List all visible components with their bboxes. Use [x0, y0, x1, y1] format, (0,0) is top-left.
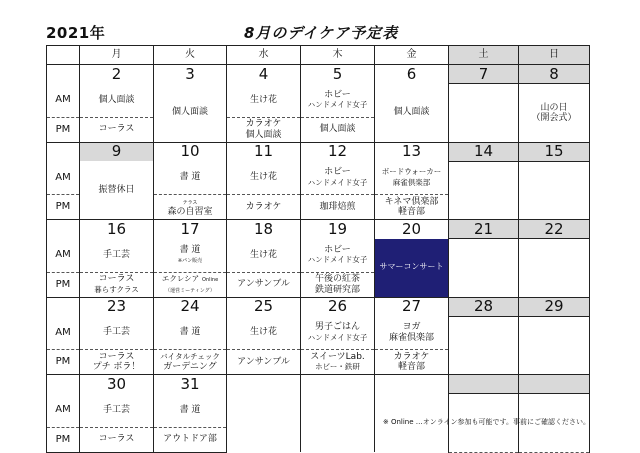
weekday-header-row — [47, 46, 590, 65]
event-cell — [301, 350, 375, 375]
special-event-cell: サマーコンサート — [375, 239, 449, 298]
event-text: カラオケ — [245, 119, 282, 130]
event-cell-sat — [449, 239, 519, 298]
event-subtext: （運営ミーティング） — [165, 287, 215, 294]
week2-am-row — [47, 161, 590, 195]
event-cell: 個人面談 — [80, 84, 154, 118]
am-label: AM — [47, 161, 80, 195]
event-cell: 振替休日 — [80, 161, 154, 220]
event-cell — [301, 239, 375, 273]
weekday-thu: 木 — [301, 46, 375, 65]
week2-label-spacer — [47, 142, 80, 161]
event-cell: 手工芸 — [80, 239, 154, 273]
date-cell: 2 — [80, 65, 154, 84]
am-label: AM — [47, 394, 80, 428]
week3-label-spacer — [47, 220, 80, 239]
online-note: Online — [202, 277, 219, 284]
event-cell: 個人面談 — [301, 117, 375, 142]
event-text: コーラス — [98, 274, 135, 285]
event-text: ホビー — [324, 167, 351, 178]
week5-date-row — [47, 375, 590, 394]
event-text: エクレシア — [161, 274, 200, 284]
page-title: 8月のデイケア予定表 — [244, 24, 399, 42]
weekday-sun: 日 — [519, 46, 590, 65]
empty-date-cell-sun — [519, 375, 590, 394]
date-cell-sat: 21 — [449, 220, 519, 239]
holiday-name: 山の日 — [540, 102, 568, 113]
weekday-sat: 土 — [449, 46, 519, 65]
event-cell — [80, 350, 154, 375]
event-cell: 手工芸 — [80, 394, 154, 428]
event-cell — [301, 272, 375, 297]
weekday-tue: 火 — [154, 46, 227, 65]
event-cell — [375, 350, 449, 375]
pm-label: PM — [47, 117, 80, 142]
pm-label: PM — [47, 272, 80, 297]
week4-label-spacer — [47, 297, 80, 316]
event-text: カラオケ — [393, 351, 430, 362]
event-text: コーラス — [98, 351, 135, 362]
weekday-wed: 水 — [227, 46, 301, 65]
week5-label-spacer — [47, 375, 80, 394]
date-cell: 19 — [301, 220, 375, 239]
event-text: ボードウォーカー — [381, 167, 442, 177]
date-cell: 12 — [301, 142, 375, 161]
weekday-mon: 月 — [80, 46, 154, 65]
event-cell: 生け花 — [227, 84, 301, 118]
event-cell: 珈琲焙煎 — [301, 195, 375, 220]
event-cell: 書 道 — [154, 161, 227, 195]
event-text: 麻雀倶楽部 — [392, 177, 431, 187]
event-subtext: ハンドメイド女子 — [307, 177, 368, 187]
event-text: キネマ倶楽部 — [384, 196, 439, 207]
event-cell — [154, 272, 227, 297]
year-label: 2021年 — [46, 24, 106, 42]
week2-date-row — [47, 142, 590, 161]
weekday-fri: 金 — [375, 46, 449, 65]
date-cell: 4 — [227, 65, 301, 84]
holiday-note: （開会式） — [531, 112, 577, 123]
event-text: ホビー — [324, 89, 351, 100]
date-cell: 31 — [154, 375, 227, 394]
empty-cell — [227, 375, 301, 453]
event-cell: 生け花 — [227, 239, 301, 273]
event-text: 森の自習室 — [167, 207, 213, 217]
date-cell-sat: 28 — [449, 297, 519, 316]
date-cell-sun: 8 — [519, 65, 590, 84]
event-text: ガーデニング — [163, 362, 217, 372]
event-cell: アウトドア部 — [154, 427, 227, 452]
date-cell: 17 — [154, 220, 227, 239]
event-cell-sat — [449, 316, 519, 375]
event-cell: アンサンブル — [227, 272, 301, 297]
date-cell-sun: 22 — [519, 220, 590, 239]
event-text: バイタルチェック — [160, 351, 220, 361]
event-cell — [301, 161, 375, 195]
event-cell: 生け花 — [227, 161, 301, 195]
date-cell: 9 — [80, 142, 154, 161]
date-cell: 13 — [375, 142, 449, 161]
header-corner — [47, 46, 80, 65]
week3-am-row — [47, 239, 590, 273]
event-cell: 書 道 — [154, 316, 227, 350]
event-cell: 書 道 — [154, 394, 227, 428]
event-cell: 個人面談 — [375, 84, 449, 143]
event-cell — [375, 161, 449, 195]
event-cell — [375, 316, 449, 350]
date-cell: 27 — [375, 297, 449, 316]
event-text: 男子ごはん — [314, 322, 360, 333]
date-cell-sun: 15 — [519, 142, 590, 161]
week4-am-row — [47, 316, 590, 350]
week1-am-row — [47, 84, 590, 118]
event-text: 暮らすクラス — [94, 284, 139, 294]
event-note: ※パン販売 — [177, 258, 203, 264]
event-cell — [154, 195, 227, 220]
event-text: 軽音部 — [397, 362, 425, 372]
date-cell-sun: 29 — [519, 297, 590, 316]
ruby-text: テラス — [182, 199, 198, 206]
event-cell-sun — [519, 316, 590, 375]
event-cell: 生け花 — [227, 316, 301, 350]
date-cell: 10 — [154, 142, 227, 161]
date-cell-sat: 14 — [449, 142, 519, 161]
event-text: 書 道 — [179, 244, 201, 255]
event-text: ホビー・鉄研 — [315, 362, 360, 371]
event-text: 鉄道研究部 — [314, 284, 360, 295]
event-cell — [375, 195, 449, 220]
week4-date-row — [47, 297, 590, 316]
event-cell — [301, 84, 375, 118]
event-cell: カラオケ — [227, 195, 301, 220]
pm-label: PM — [47, 350, 80, 375]
footnote: ※ Online …オンライン参加も可能です。事前にご確認ください。 — [382, 418, 590, 426]
event-text: 軽音部 — [397, 207, 425, 217]
date-cell: 3 — [154, 65, 227, 84]
calendar-table — [46, 45, 590, 453]
am-label: AM — [47, 84, 80, 118]
event-cell: アンサンブル — [227, 350, 301, 375]
event-text: スイーツLab. — [310, 351, 365, 362]
am-label: AM — [47, 239, 80, 273]
week1-label-spacer — [47, 65, 80, 84]
date-cell: 30 — [80, 375, 154, 394]
event-cell — [301, 316, 375, 350]
event-cell — [154, 350, 227, 375]
event-text: ヨガ — [402, 322, 421, 333]
date-cell: 26 — [301, 297, 375, 316]
event-cell-sat — [449, 161, 519, 220]
event-cell — [227, 117, 301, 142]
date-cell: 11 — [227, 142, 301, 161]
event-subtext: ハンドメイド女子 — [307, 255, 368, 264]
event-cell — [80, 272, 154, 297]
event-text: 午後の紅茶 — [314, 274, 360, 285]
event-cell: コーラス — [80, 117, 154, 142]
pm-label: PM — [47, 427, 80, 452]
date-cell: 24 — [154, 297, 227, 316]
event-cell: コーラス — [80, 427, 154, 452]
event-cell-sat — [449, 84, 519, 143]
event-subtext: ハンドメイド女子 — [307, 100, 368, 109]
event-cell: 手工芸 — [80, 316, 154, 350]
date-cell: 23 — [80, 297, 154, 316]
empty-cell — [375, 375, 449, 453]
empty-cell — [301, 375, 375, 453]
date-cell: 16 — [80, 220, 154, 239]
event-text: プチ ボラ！ — [92, 362, 141, 372]
event-subtext: ハンドメイド女子 — [307, 332, 368, 342]
event-cell-sun — [519, 84, 590, 143]
date-cell: 6 — [375, 65, 449, 84]
event-cell-sun — [519, 161, 590, 220]
date-cell: 25 — [227, 297, 301, 316]
week3-date-row — [47, 220, 590, 239]
date-cell: 20 — [375, 220, 449, 239]
event-text: ホビー — [324, 244, 351, 255]
event-text: 麻雀倶楽部 — [388, 332, 434, 343]
pm-label: PM — [47, 195, 80, 220]
am-label: AM — [47, 316, 80, 350]
empty-date-cell-sat — [449, 375, 519, 394]
week1-date-row — [47, 65, 590, 84]
event-text: 個人面談 — [245, 129, 282, 140]
event-cell-sun — [519, 239, 590, 298]
event-cell: 個人面談 — [154, 84, 227, 143]
date-cell-sat: 7 — [449, 65, 519, 84]
date-cell: 18 — [227, 220, 301, 239]
event-cell — [154, 239, 227, 273]
date-cell: 5 — [301, 65, 375, 84]
